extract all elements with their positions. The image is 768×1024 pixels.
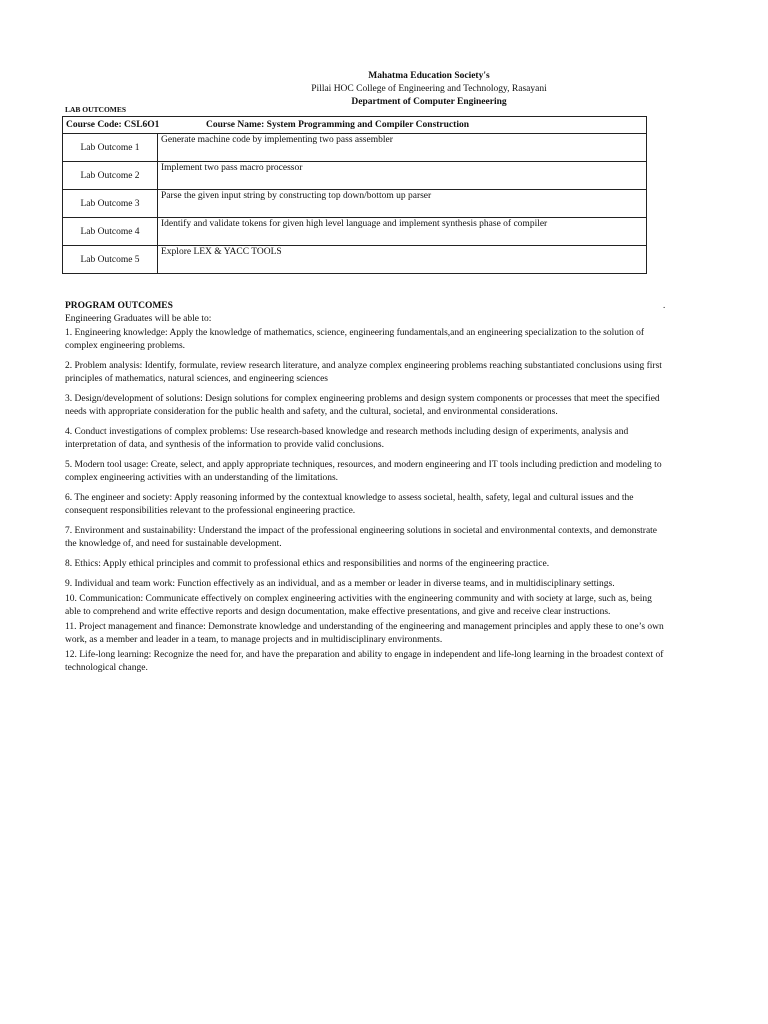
lab-outcomes-heading: LAB OUTCOMES	[65, 105, 127, 114]
lab-outcome-row	[63, 246, 647, 274]
lab-outcome-label: Lab Outcome 2	[63, 162, 158, 190]
lab-outcome-row	[63, 162, 647, 190]
program-outcome-item: 3. Design/development of solutions: Design solutions for complex engineering problems and design system components or processes that meet the specified needs with appropriate consideration for the public health and safety, and the cultural, societal, and environmental considerations.	[65, 394, 660, 417]
program-outcomes-section	[65, 300, 665, 675]
lab-outcome-row	[63, 134, 647, 162]
course-code: Course Code: CSL6O1	[66, 120, 160, 130]
program-outcome-item: 8. Ethics: Apply ethical principles and commit to professional ethics and responsibilities and norms of the engineering practice.	[65, 559, 550, 569]
lab-outcome-label: Lab Outcome 5	[63, 246, 158, 274]
department-name: Department of Computer Engineering	[351, 97, 507, 107]
lab-outcome-label: Lab Outcome 3	[63, 190, 158, 218]
course-header-cell	[63, 117, 647, 134]
society-name: Mahatma Education Society's	[368, 71, 490, 81]
lab-outcome-text: Identify and validate tokens for given high level language and implement synthesis phase of compiler	[158, 218, 647, 246]
lab-outcome-row	[63, 190, 647, 218]
program-outcome-item: 11. Project management and finance: Demonstrate knowledge and understanding of the engineering and management principles and apply these to one’s own work, as a member and leader in a team, to manage projects and in multidisciplinary environments.	[65, 622, 664, 645]
program-outcomes-intro: Engineering Graduates will be able to:	[65, 314, 212, 324]
lab-outcome-text: Implement two pass macro processor	[158, 162, 647, 190]
program-outcomes-title: PROGRAM OUTCOMES	[65, 301, 173, 311]
college-name: Pillai HOC College of Engineering and Technology, Rasayani	[311, 84, 547, 94]
lab-outcome-text: Explore LEX & YACC TOOLS	[158, 246, 647, 274]
lab-outcome-label: Lab Outcome 4	[63, 218, 158, 246]
program-outcome-item: 1. Engineering knowledge: Apply the knowledge of mathematics, science, engineering fundamentals,and an engineering specialization to the solution of complex engineering problems.	[65, 328, 645, 351]
program-outcome-item: 4. Conduct investigations of complex problems: Use research-based knowledge and research methods including design of experiments, analysis and interpretation of data, and synthesis of the information to provide valid conclusions.	[65, 427, 629, 450]
program-outcome-item: 5. Modern tool usage: Create, select, and apply appropriate techniques, resources, and modern engineering and IT tools including prediction and modeling to complex engineering activities with an understanding of the limitations.	[65, 460, 662, 483]
program-outcome-item: 2. Problem analysis: Identify, formulate, review research literature, and analyze complex engineering problems reaching substantiated conclusions using first principles of mathematics, natural sciences, and engineering sciences	[65, 361, 662, 384]
course-header-row	[63, 117, 647, 134]
course-name: Course Name: System Programming and Compiler Construction	[206, 120, 469, 130]
stray-mark: .	[663, 300, 666, 310]
program-outcome-item: 10. Communication: Communicate effectively on complex engineering activities with the engineering community and with society at large, such as, being able to comprehend and write effective reports and design documentation, make effective presentations, and give and receive clear instructions.	[65, 594, 652, 617]
institution-header	[0, 70, 768, 109]
lab-outcomes-table	[62, 116, 647, 274]
lab-outcome-text: Generate machine code by implementing two pass assembler	[158, 134, 647, 162]
program-outcome-item: 12. Life-long learning: Recognize the need for, and have the preparation and ability to engage in independent and life-long learning in the broadest context of technological change.	[65, 650, 664, 673]
lab-outcome-text: Parse the given input string by constructing top down/bottom up parser	[158, 190, 647, 218]
program-outcome-item: 9. Individual and team work: Function effectively as an individual, and as a member or leader in diverse teams, and in multidisciplinary settings.	[65, 579, 615, 589]
program-outcome-item: 6. The engineer and society: Apply reasoning informed by the contextual knowledge to assess societal, health, safety, legal and cultural issues and the consequent responsibilities relevant to the professional engineering practice.	[65, 493, 634, 516]
lab-outcome-row	[63, 218, 647, 246]
lab-outcome-label: Lab Outcome 1	[63, 134, 158, 162]
program-outcome-item: 7. Environment and sustainability: Understand the impact of the professional engineering solutions in societal and environmental contexts, and demonstrate the knowledge of, and need for sustainable development.	[65, 526, 658, 549]
